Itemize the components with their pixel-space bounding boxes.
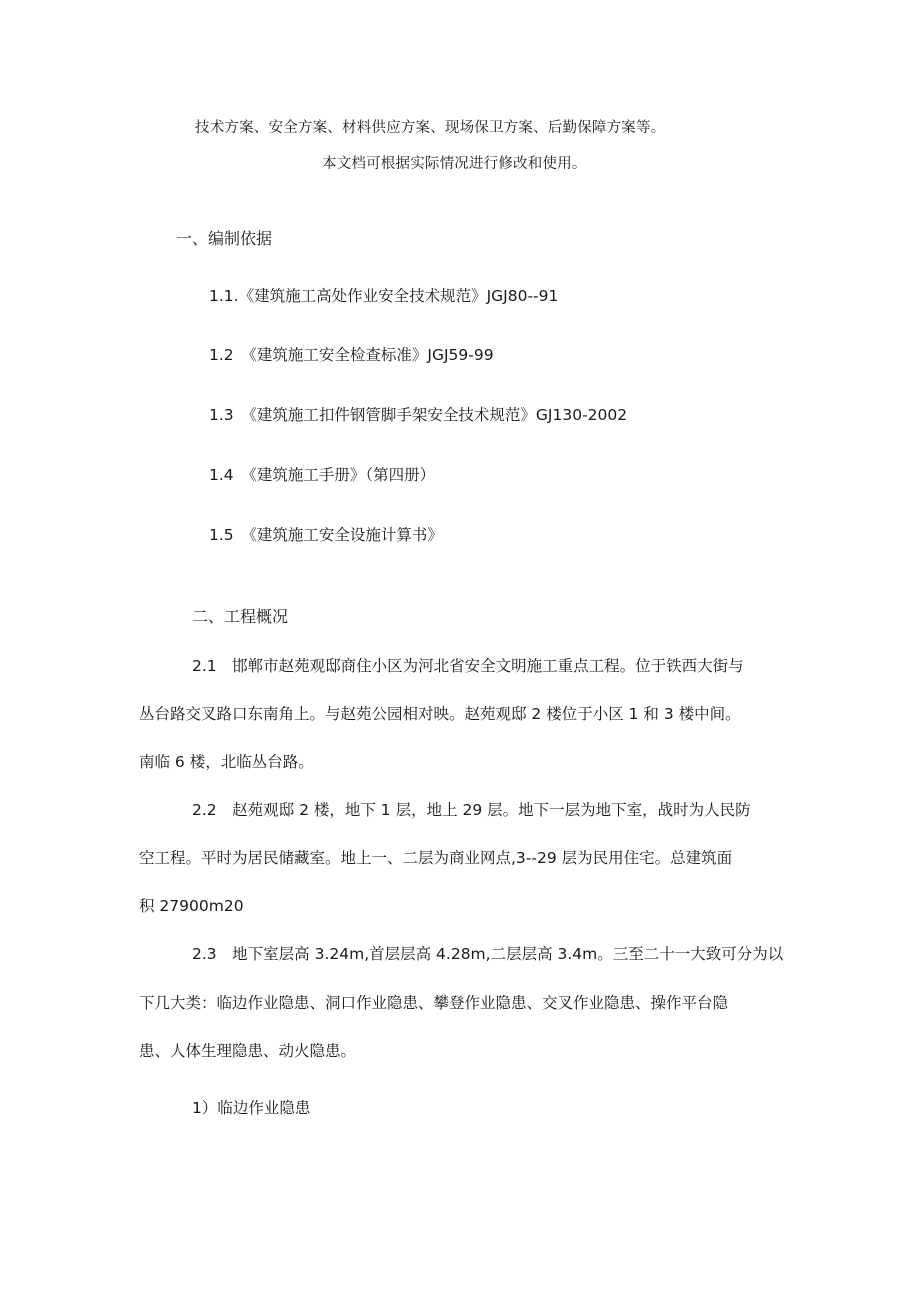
paragraph-2-2-line: 2.2 赵苑观邸 2 楼，地下 1 层，地上 29 层。地下一层为地下室，战时为人民防 — [192, 801, 751, 819]
paragraph-2-1-line: 丛台路交叉路口东南角上。与赵苑公园相对映。赵苑观邸 2 楼位于小区 1 和 3 楼中间。 — [139, 705, 741, 723]
intro-line-1: 技术方案、安全方案、材料供应方案、现场保卫方案、后勤保障方案等。 — [195, 120, 666, 136]
paragraph-2-2-line: 空工程。平时为居民储藏室。地上一、二层为商业网点,3--29 层为民用住宅。总建筑面 — [139, 849, 733, 867]
paragraph-2-2-line: 积 27900m20 — [139, 897, 244, 915]
paragraph-2-3-line: 下几大类：临边作业隐患、洞口作业隐患、攀登作业隐患、交叉作业隐患、操作平台隐 — [139, 994, 729, 1012]
paragraph-2-1-line: 南临 6 楼，北临丛台路。 — [139, 753, 314, 771]
intro-line-2: 本文档可根据实际情况进行修改和使用。 — [322, 156, 587, 172]
reference-item: 1.5 《建筑施工安全设施计算书》 — [209, 526, 443, 544]
subsection-heading: 1）临边作业隐患 — [192, 1099, 311, 1117]
reference-item: 1.4 《建筑施工手册》（第四册） — [209, 466, 436, 484]
section-2-heading: 二、工程概况 — [192, 607, 289, 626]
paragraph-2-3-line: 2.3 地下室层高 3.24m,首层层高 4.28m,二层层高 3.4m。三至二十一大致可分为以 — [192, 945, 784, 963]
reference-item: 1.1.《建筑施工高处作业安全技术规范》JGJ80--91 — [209, 287, 559, 305]
paragraph-2-1-line: 2.1 邯郸市赵苑观邸商住小区为河北省安全文明施工重点工程。位于铁西大街与 — [192, 657, 744, 675]
reference-item: 1.3 《建筑施工扣件钢管脚手架安全技术规范》GJ130-2002 — [209, 406, 628, 424]
section-1-heading: 一、编制依据 — [176, 229, 273, 248]
reference-item: 1.2 《建筑施工安全检查标准》JGJ59-99 — [209, 346, 494, 364]
paragraph-2-3-line: 患、人体生理隐患、动火隐患。 — [139, 1042, 357, 1060]
